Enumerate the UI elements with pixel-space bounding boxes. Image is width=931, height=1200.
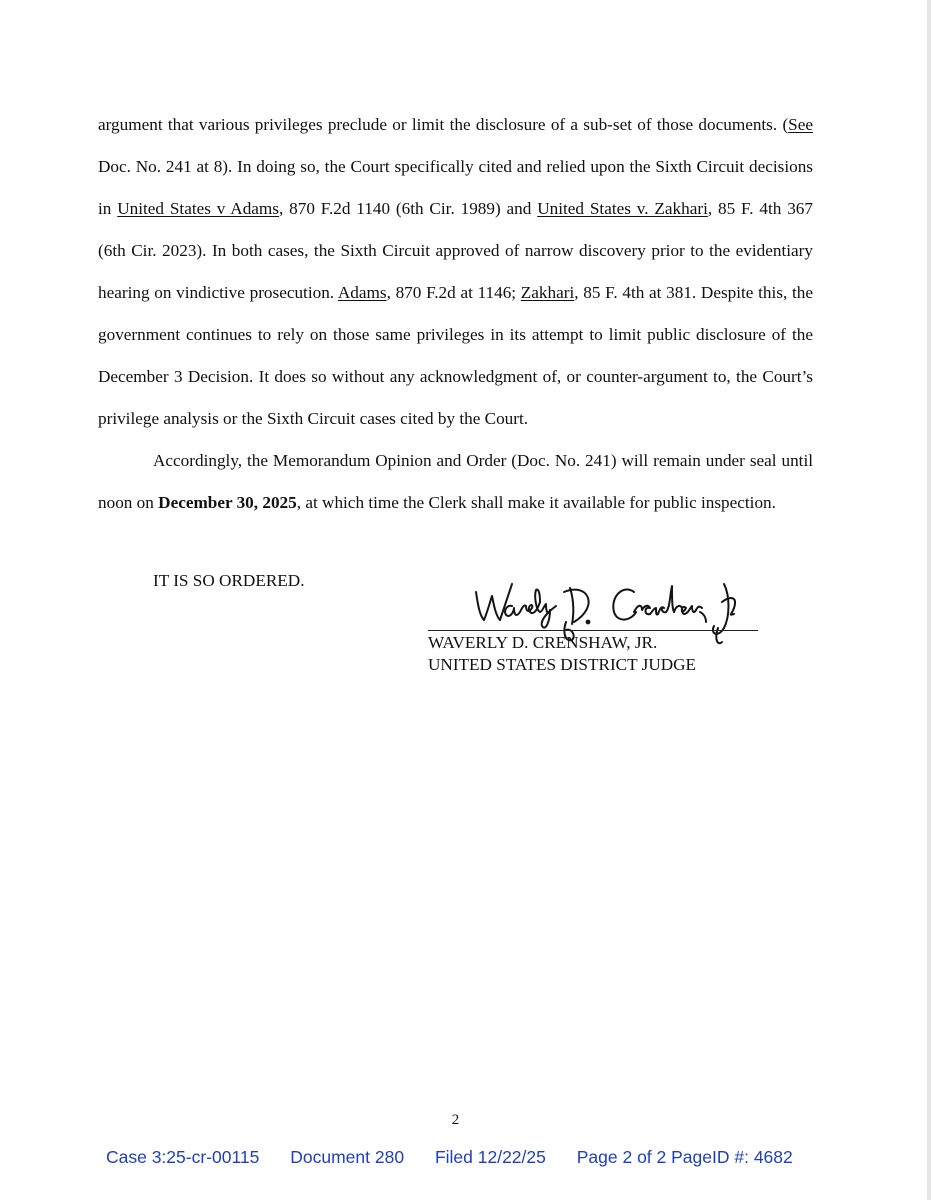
text-run: Doc. No. 241 at 8). In doing so, the Court specifically cited and relied upon the Sixth Circuit decisions in [98,157,813,218]
case-citation: United States v. Zakhari [537,199,708,218]
signature-line [428,630,758,631]
judge-title: UNITED STATES DISTRICT JUDGE [428,655,697,674]
case-citation: Zakhari [520,283,575,302]
text-run: , at which time the Clerk shall make it available for public inspection. [296,493,776,512]
text-run: , 870 F.2d 1140 (6th Cir. 1989) and [278,199,538,218]
page-number: 2 [451,1112,460,1128]
page-id: Page 2 of 2 PageID #: 4682 [576,1147,793,1167]
paragraph-2 [98,440,813,524]
unseal-date: December 30, 2025 [158,493,297,512]
text-run: argument that various privileges preclude or limit the disclosure of a sub-set of those documents. ( [98,115,789,134]
signal-see: See [788,115,813,134]
paragraph-1 [98,104,813,440]
document-number: Document 280 [290,1147,405,1167]
page-edge [927,0,931,1200]
signature-block [428,566,758,686]
filed-date: Filed 12/22/25 [434,1147,546,1167]
text-run: Accordingly, the Memorandum Opinion and Order (Doc. No. 241) will remain under seal until noon on [98,451,813,512]
case-citation: United States v Adams [117,199,279,218]
so-ordered-line: IT IS SO ORDERED. [153,571,305,590]
case-number: Case 3:25-cr-00115 [106,1147,260,1167]
text-run: , 85 F. 4th 367 (6th Cir. 2023). In both cases, the Sixth Circuit approved of narrow discovery prior to the evidentiary hearing on vindictive prosecution. [98,199,813,302]
judge-name: WAVERLY D. CRENSHAW, JR. [428,633,658,652]
text-run: , 85 F. 4th at 381. Despite this, the government continues to rely on those same privileges in its attempt to limit public disclosure of the December 3 Decision. It does so without any acknowledgment of, or counter-argument to, the Court’s privilege analysis or the Sixth Circuit cases cited by the Court. [98,283,813,428]
text-run: , 870 F.2d at 1146; [386,283,521,302]
ecf-header-stamp [106,1147,819,1168]
order-body [98,104,813,524]
case-citation: Adams [337,283,387,302]
